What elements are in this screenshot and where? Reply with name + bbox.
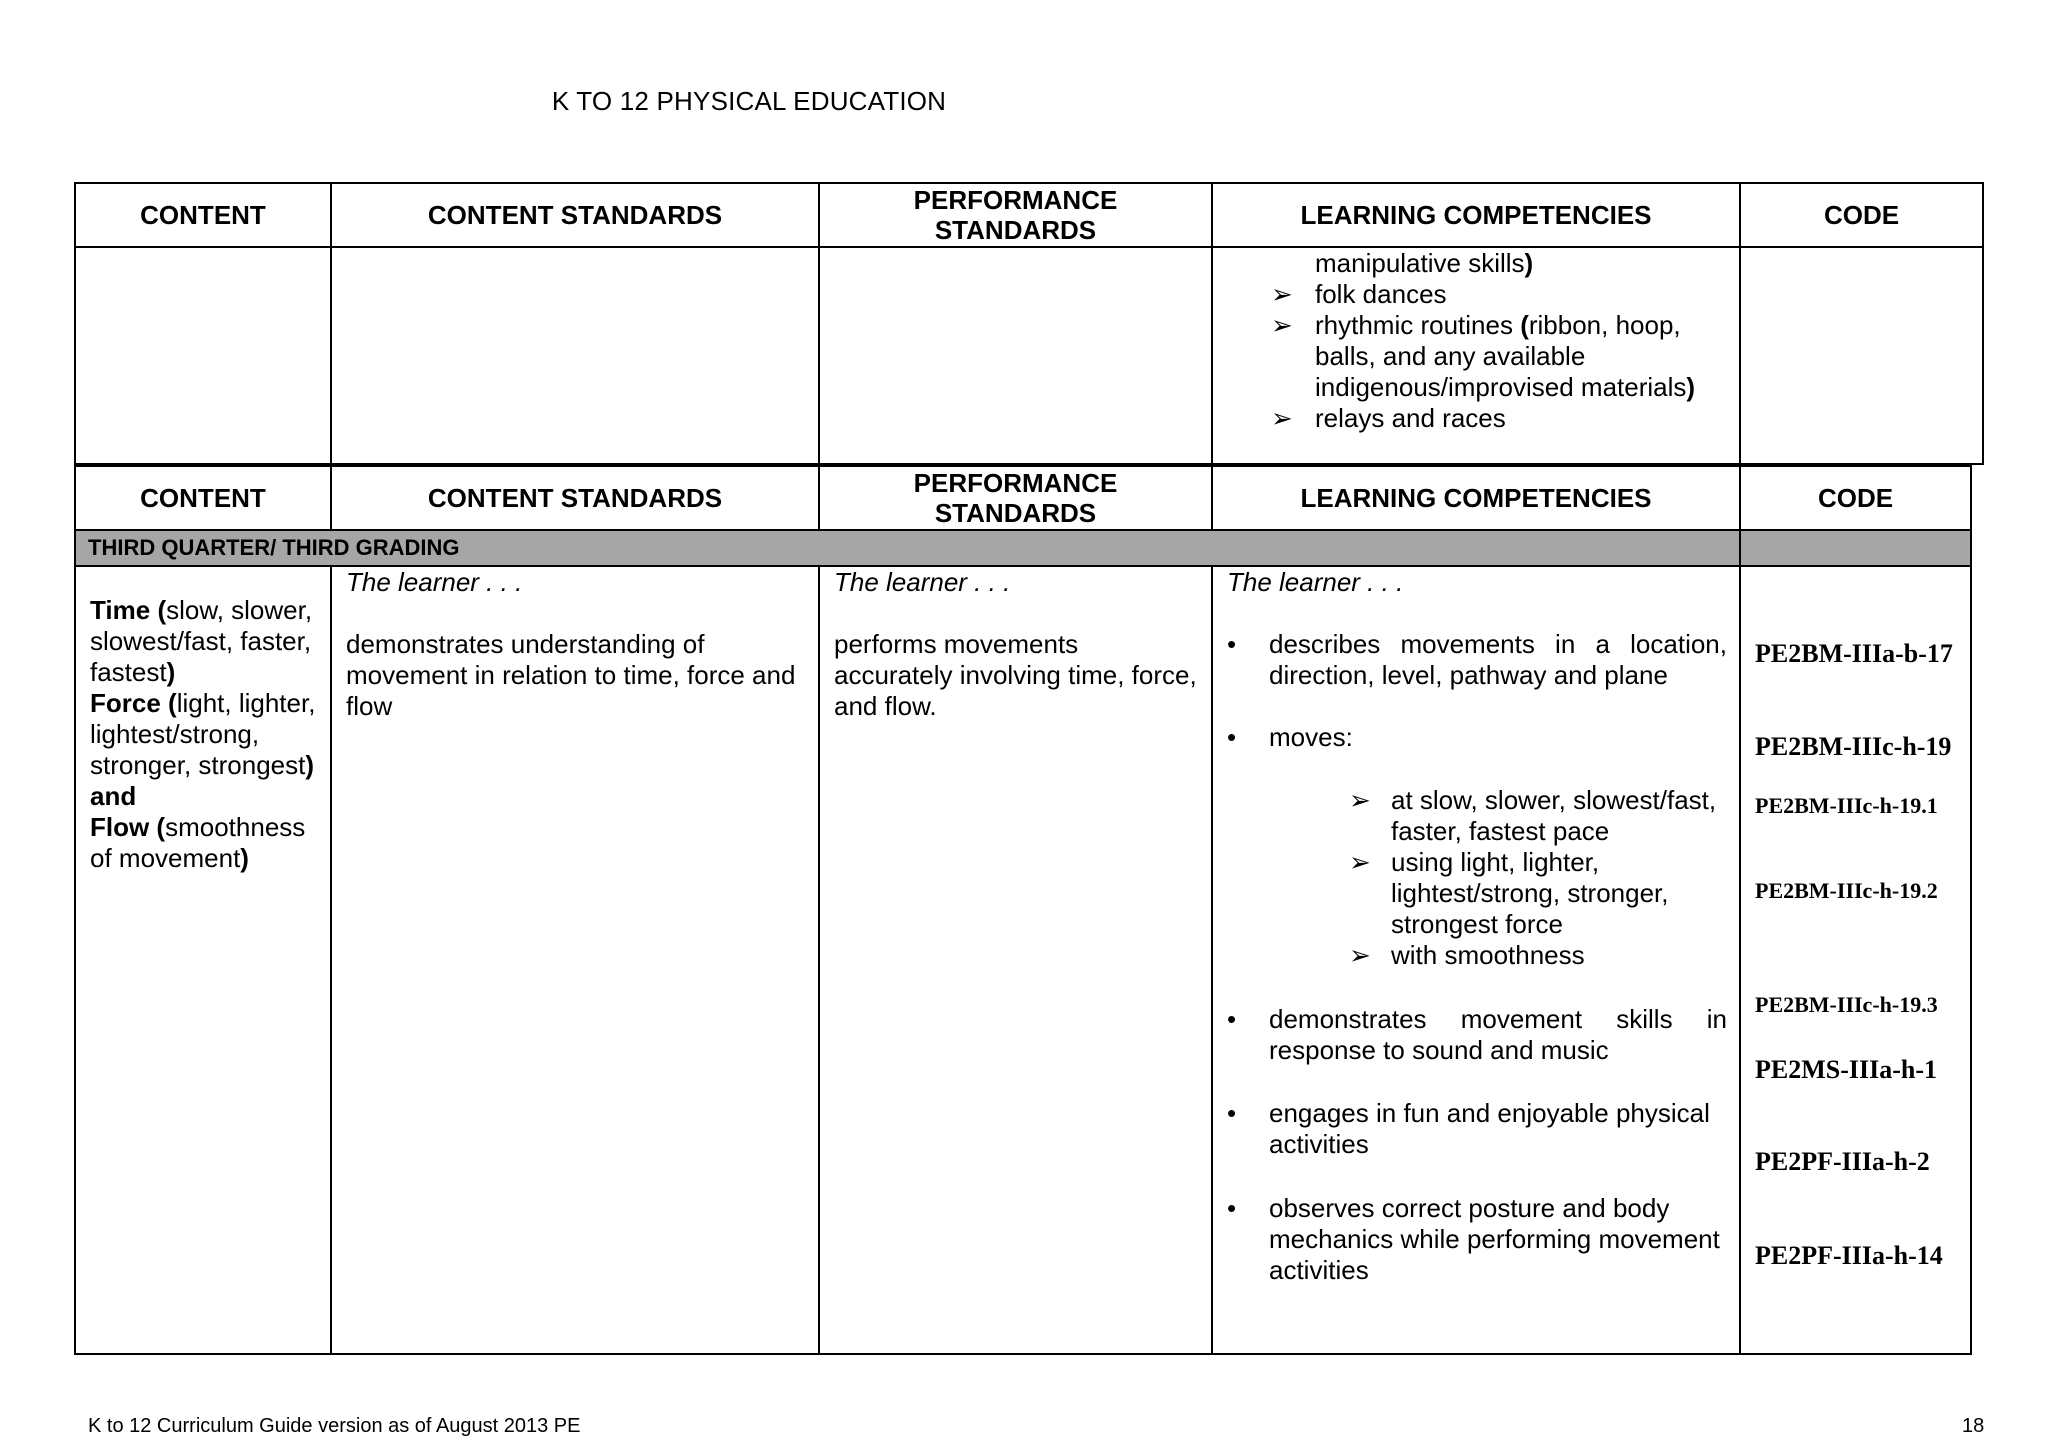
- continuation-row: [75, 247, 1983, 464]
- code-label: PE2MS-IIIa-h-1: [1755, 1055, 1938, 1084]
- bullet-icon: •: [1227, 1193, 1237, 1223]
- header-content-standards: CONTENT STANDARDS: [331, 183, 819, 247]
- list-item: ➢ using light, lighter, lightest/strong, stronger, strongest force: [1349, 847, 1669, 939]
- code-label: PE2PF-IIIa-h-14: [1755, 1241, 1943, 1270]
- header-learning-competencies: LEARNING COMPETENCIES: [1212, 183, 1740, 247]
- header-performance-line-1: PERFORMANCE: [913, 185, 1118, 215]
- list-item: ➢ relays and races: [1271, 403, 1506, 433]
- bullet-icon: •: [1227, 629, 1237, 659]
- quarter-row: [75, 530, 1971, 566]
- table-row: [75, 566, 1971, 1354]
- list-item: ➢ with smoothness: [1349, 940, 1585, 970]
- performance-standards-cell: [819, 566, 1212, 1354]
- code-label: PE2BM-IIIc-h-19.1: [1755, 793, 1938, 818]
- code-label: PE2BM-IIIc-h-19: [1755, 732, 1952, 761]
- cont-performance-cell: [819, 247, 1212, 464]
- code-label: PE2PF-IIIa-h-2: [1755, 1147, 1930, 1176]
- cont-competencies-cell: manipulative skills) ➢ folk dances ➢ rhythmic routines (ribbon, hoop, balls, and any available indigenous/improvised materials) ➢ relays and races: [1212, 247, 1740, 464]
- content-standards-cell: [331, 566, 819, 1354]
- code-label: PE2BM-IIIa-b-17: [1755, 639, 1953, 668]
- code-label: PE2BM-IIIc-h-19.3: [1755, 992, 1938, 1017]
- content-cell: Time (slow, slower, slowest/fast, faster, fastest) Force (light, lighter, lightest/strong, stronger, strongest) and Flow (smoothness of movement): [75, 566, 331, 1354]
- header-performance-standards: [819, 466, 1212, 530]
- list-item: • demonstrates movement skills in response to sound and music: [1227, 1004, 1727, 1065]
- header-performance-standards: [819, 183, 1212, 247]
- cont-line-1: manipulative skills: [1315, 248, 1525, 278]
- header-content: CONTENT: [75, 466, 331, 530]
- header-content-standards: CONTENT STANDARDS: [331, 466, 819, 530]
- list-item: ➢ folk dances: [1271, 279, 1447, 309]
- header-code: CODE: [1740, 183, 1983, 247]
- continuation-table: [74, 182, 1984, 465]
- page-title: K TO 12 PHYSICAL EDUCATION: [551, 86, 947, 116]
- arrow-bullet-icon: ➢: [1349, 847, 1371, 877]
- cont-content-cell: [75, 247, 331, 464]
- cont-code-cell: [1740, 247, 1983, 464]
- list-item: ➢ rhythmic routines (ribbon, hoop, balls, and any available indigenous/improvised materials): [1271, 310, 1696, 402]
- code-cell: [1740, 566, 1971, 1354]
- header-content: CONTENT: [75, 183, 331, 247]
- arrow-bullet-icon: ➢: [1349, 940, 1371, 970]
- list-item: • moves:: [1227, 722, 1353, 752]
- header-performance-line-1: PERFORMANCE: [913, 468, 1118, 498]
- header-performance-line-2: STANDARDS: [934, 498, 1097, 528]
- list-item: • engages in fun and enjoyable physical activities: [1227, 1098, 1710, 1159]
- cont-standards-cell: [331, 247, 819, 464]
- header-performance-line-2: STANDARDS: [934, 215, 1097, 245]
- list-item: ➢ at slow, slower, slowest/fast, faster, fastest pace: [1349, 785, 1717, 846]
- list-item: • observes correct posture and body mechanics while performing movement activities: [1227, 1193, 1720, 1285]
- header-row: [75, 183, 1983, 247]
- quarter-label: THIRD QUARTER/ THIRD GRADING: [75, 530, 1740, 566]
- arrow-bullet-icon: ➢: [1271, 310, 1293, 340]
- arrow-bullet-icon: ➢: [1349, 785, 1371, 815]
- cont-list: [1213, 279, 1739, 434]
- quarter-code-cell: [1740, 530, 1971, 566]
- bullet-icon: •: [1227, 722, 1237, 752]
- arrow-bullet-icon: ➢: [1271, 279, 1293, 309]
- code-label: PE2BM-IIIc-h-19.2: [1755, 878, 1938, 903]
- third-quarter-table: [74, 465, 1972, 1355]
- bullet-icon: •: [1227, 1004, 1237, 1034]
- header-row: [75, 466, 1971, 530]
- learner-lead: The learner . . .: [346, 567, 523, 597]
- bullet-icon: •: [1227, 1098, 1237, 1128]
- learner-lead: The learner . . .: [1227, 567, 1404, 597]
- performance-standard-text: performs movements accurately involving time, force, and flow.: [834, 629, 1197, 721]
- page-number: 18: [1962, 1415, 1985, 1437]
- learning-competencies-cell: [1212, 566, 1740, 1354]
- list-item: • describes movements in a location, direction, level, pathway and plane: [1227, 629, 1727, 690]
- header-learning-competencies: LEARNING COMPETENCIES: [1212, 466, 1740, 530]
- learner-lead: The learner . . .: [834, 567, 1011, 597]
- header-code: CODE: [1740, 466, 1971, 530]
- arrow-bullet-icon: ➢: [1271, 403, 1293, 433]
- footer-caption: K to 12 Curriculum Guide version as of August 2013 PE: [88, 1415, 581, 1437]
- content-standard-text: demonstrates understanding of movement in relation to time, force and flow: [346, 629, 796, 721]
